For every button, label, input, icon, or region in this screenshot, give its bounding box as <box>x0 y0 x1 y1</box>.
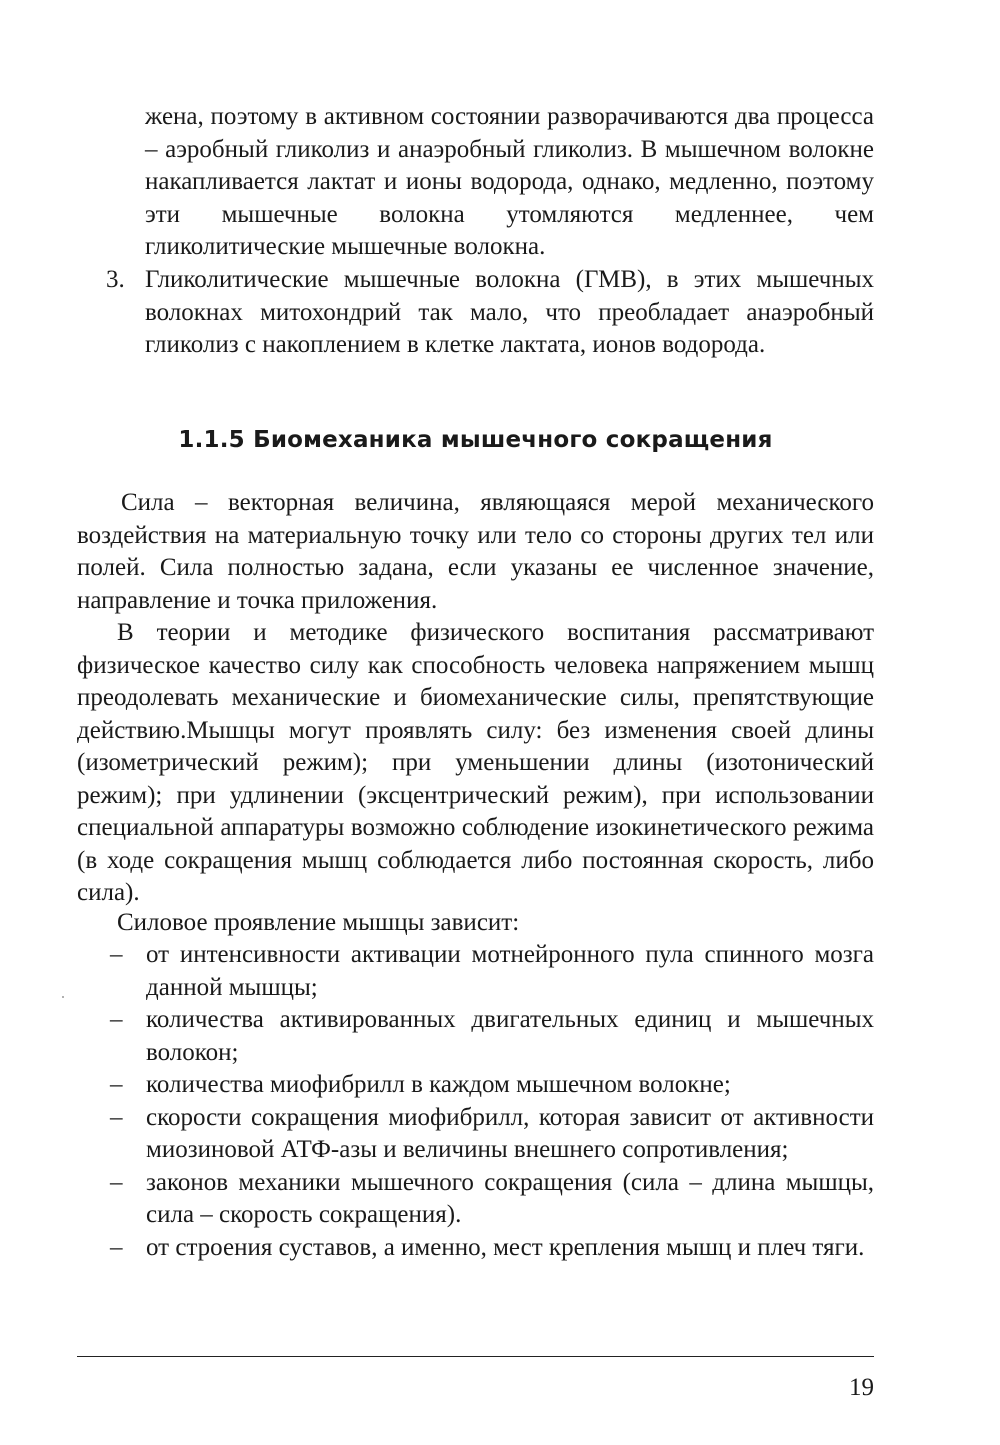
list-item <box>77 1232 874 1265</box>
dash-marker: – <box>110 1006 123 1033</box>
paragraph: Сила – векторная величина, являющаяся мерой механического воздействия на материальную точку или тело со стороны других тел или полей. Сила полностью задана, если указаны ее численное значение, направление и точка приложения. <box>77 489 874 614</box>
paragraph: В теории и методике физического воспитания рассматривают физическое качество силу как способность человека напряжением мышц преодолевать механические и биомеханические силы, препятствующие действию.Мышцы могут проявлять силу: без изменения своей длины (изометрический режим); при уменьшении длины (изотонический режим); при удлинении (эксцентрический режим), при использовании специальной аппаратуры возможно соблюдение изокинетического режима (в ходе сокращения мышц соблюдается либо постоянная скорость, либо сила). <box>77 619 874 906</box>
dash-marker: – <box>110 1103 123 1131</box>
continuation-paragraph: жена, поэтому в активном состоянии разворачиваются два процесса – аэробный гликолиз и анаэробный гликолиз. В мышечном волокне накапливается лактат и ионы водорода, однако, медленно, поэтому эти мышечные волокна утомляются медленнее, чем гликолитические мышечные волокна. <box>145 103 874 260</box>
list-item <box>77 1167 874 1232</box>
list-item-text: от интенсивности активации мотнейронного пула спинного мозга данной мышцы; <box>146 941 874 1001</box>
numbered-list-item: Гликолитические мышечные волокна (ГМВ), в этих мышечных волокнах митохондрий так мало, что преобладает анаэробный гликолиз с накоплением в клетке лактата, ионов водорода. <box>145 266 874 358</box>
list-item <box>77 1102 874 1167</box>
dash-marker: – <box>110 1233 123 1261</box>
dash-list <box>77 939 874 1264</box>
dash-marker: – <box>110 941 123 968</box>
list-item <box>77 1004 874 1069</box>
dash-marker: – <box>110 1168 123 1196</box>
list-item <box>77 1069 874 1102</box>
list-item-text: от строения суставов, а именно, мест крепления мышц и плеч тяги. <box>146 1233 865 1261</box>
list-item-text: количества миофибрилл в каждом мышечном волокне; <box>146 1071 731 1098</box>
list-item-text: скорости сокращения миофибрилл, которая зависит от активности миозиновой АТФ-азы и величины внешнего сопротивления; <box>146 1103 874 1163</box>
paragraph: Силовое проявление мышцы зависит: <box>117 909 520 936</box>
list-item-text: количества активированных двигательных единиц и мышечных волокон; <box>146 1006 874 1066</box>
list-number: 3. <box>106 266 125 293</box>
dash-marker: – <box>110 1071 123 1098</box>
scan-speck <box>62 996 64 998</box>
list-item <box>77 939 874 1004</box>
footer-rule <box>77 1356 874 1357</box>
list-item-text: законов механики мышечного сокращения (сила – длина мышцы, сила – скорость сокращения). <box>146 1168 874 1228</box>
page-number: 19 <box>849 1374 874 1401</box>
section-heading: 1.1.5 Биомеханика мышечного сокращения <box>178 427 773 453</box>
